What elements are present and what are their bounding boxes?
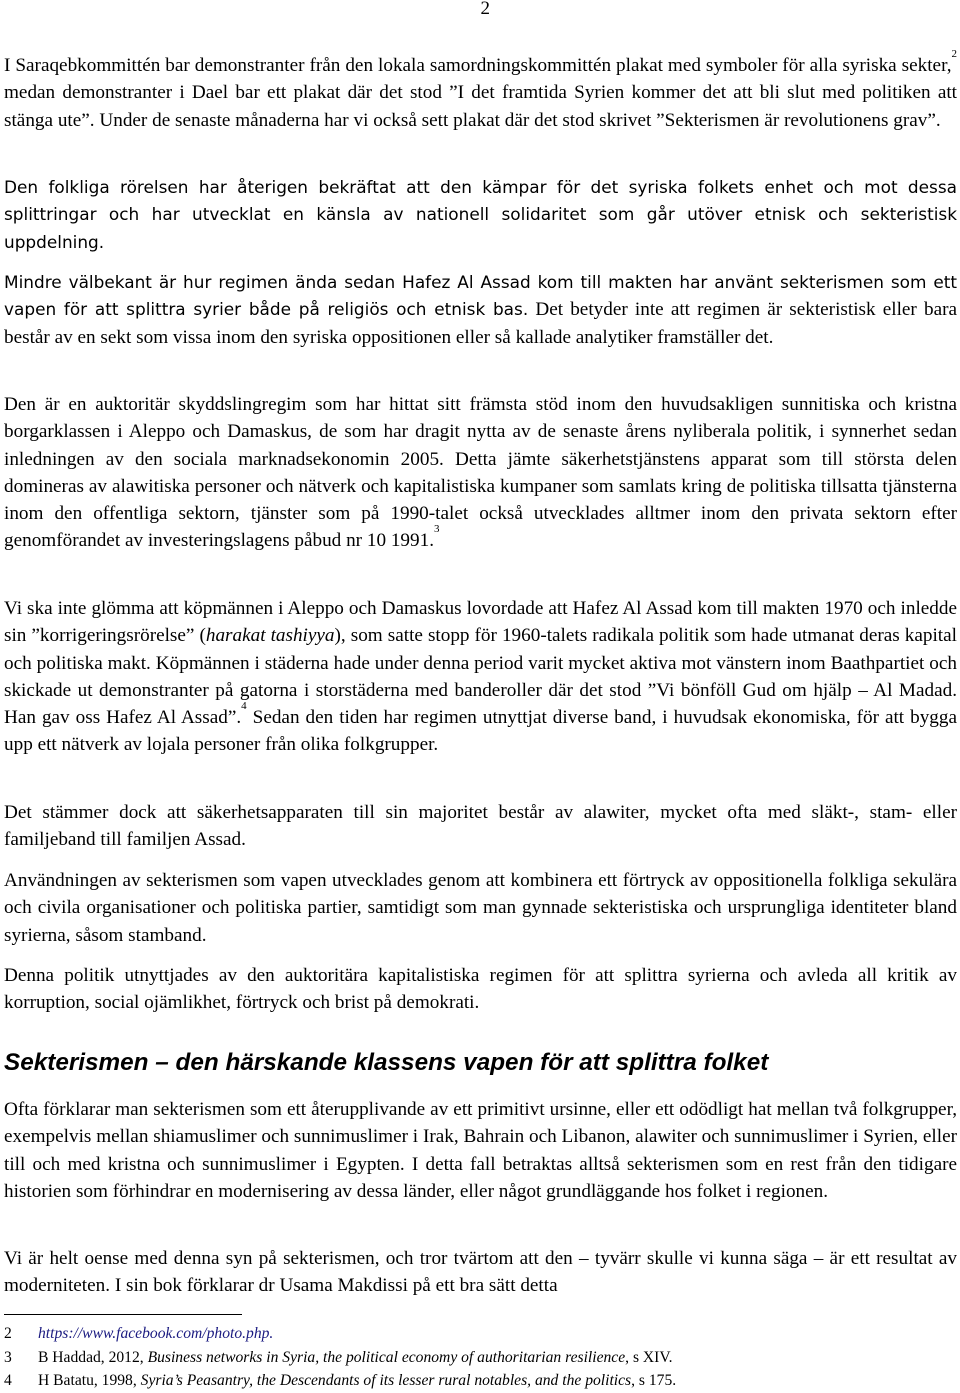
footnotes [4, 1322, 960, 1393]
paragraph-8-text: Denna politik utnyttjades av den auktoritära kapitalistiska regimen för att splittra syrierna och avleda all kritik av korruption, social ojämlikhet, förtryck och brist på demokrati. [4, 965, 957, 1014]
paragraph-6-text: Det stämmer dock att säkerhetsapparaten till sin majoritet består av alawiter, mycket ofta med släkt-, stam- eller familjeband till familjen Assad. [4, 802, 957, 851]
footnote-2 [4, 1322, 960, 1346]
paragraph-5 [4, 595, 957, 759]
paragraph-9 [4, 1096, 957, 1205]
paragraph-1-text-b: medan demonstranter i Dael bar ett plakat där det stod ”I det framtida Syrien kommer det att bli slut med politiken att stänga ute”. Under de senaste månaderna har vi också sett plakat där det stod skrivet ”Sekterismen är revolutionens grav”. [4, 82, 957, 131]
footnote-number: 3 [4, 1348, 12, 1366]
footnote-title: Syria’s Peasantry, the Descendants of its lesser rural notables, and the politics [140, 1372, 632, 1389]
section-heading: Sekterismen – den härskande klassens vapen för att splittra folket [4, 1049, 769, 1076]
paragraph-3 [4, 269, 957, 351]
footnote-title: Business networks in Syria, the political economy of authoritarian resilience [147, 1348, 626, 1366]
paragraph-5-text-c: Sedan den tiden har regimen utnyttjat diverse band, i huvudsak ekonomiska, för att bygga upp ett nätverk av lojala personer från olika folkgrupper. [4, 707, 957, 756]
footnote-ref-2[interactable]: 2 [951, 48, 957, 60]
footnote-divider [4, 1314, 242, 1315]
footnote-link[interactable]: https://www.facebook.com/photo.php. [38, 1325, 274, 1342]
footnote-text-b: , s 175. [631, 1372, 677, 1389]
paragraph-10 [4, 1245, 957, 1300]
paragraph-1-text-a: I Saraqebkommittén bar demonstranter från den lokala samordningskommittén plakat med symboler för alla syriska sekter, [4, 55, 952, 76]
paragraph-10-text: Vi är helt oense med denna syn på sekterismen, och tror tvärtom att den – tyvärr skulle vi kunna säga – är ett resultat av moderniteten. I sin bok förklarar dr Usama Makdissi på ett bra sätt detta [4, 1248, 957, 1297]
footnote-text-a: B Haddad, 2012, [38, 1348, 148, 1366]
footnote-ref-3[interactable]: 3 [434, 523, 440, 536]
footnote-3 [4, 1346, 960, 1370]
paragraph-3-text-b: Det betyder inte att regimen är sekteristisk eller bara består av en sekt som vissa inom den syriska oppositionen eller så kallade analytiker framställer det. [4, 299, 957, 348]
footnote-ref-4[interactable]: 4 [241, 700, 247, 713]
paragraph-3-text-a: Mindre välbekant är hur regimen ända sedan Hafez Al Assad kom till makten har använt sekterismen som ett vapen för att splittra syrier både på religiös och etnisk bas. [4, 272, 957, 320]
paragraph-5-text-a: Vi ska inte glömma att köpmännen i Aleppo och Damaskus lovordade att Hafez Al Assad kom till makten 1970 och inledde sin ”korrigeringsrörelse” ( [4, 598, 957, 647]
paragraph-7-text: Användningen av sekterismen som vapen utvecklades genom att kombinera ett förtryck av oppositionella folkliga sekulära och civila organisationer och politiska partier, samtidigt som man gynnade sekteristiska och ursprungliga identiteter bland syrierna, såsom stamband. [4, 870, 957, 946]
page-number: 2 [480, 0, 490, 19]
paragraph-4 [4, 391, 957, 555]
paragraph-8 [4, 962, 957, 1017]
paragraph-5-italic: harakat tashiyya [205, 625, 335, 647]
footnote-text-b: , s XIV. [625, 1348, 673, 1366]
paragraph-7 [4, 867, 957, 949]
footnote-text-a: H Batatu, 1998, [38, 1372, 141, 1389]
paragraph-4-text: Den är en auktoritär skyddslingregim som har hittat sitt främsta stöd inom den huvudsakligen sunnitiska och kristna borgarklassen i Aleppo och Damaskus, de som har dragit nytta av de senaste årens nyliberala politik, i synnerhet sedan inledningen av den sociala marknadsekonomin 2005. Detta jämte säkerhetstjänstens apparat som till största delen domineras av alawitiska personer och nätverk och kapitalistiska kumpaner som samlats kring de politiska tillsatta tjänsterna inom den offentliga sektorn, tjänster som på 1990-talet också utvecklades alltmer inom den privata sektorn efter genomförandet av investeringslagens påbud nr 10 1991. [4, 394, 957, 552]
paragraph-2 [4, 174, 957, 256]
paragraph-9-text: Ofta förklarar man sekterismen som ett återupplivande av ett primitivt ursinne, eller ett odödligt hat mellan två folkgrupper, exempelvis mellan shiamuslimer och sunnimuslimer i Irak, Bahrain och Libanon, alawiter och sunnimuslimer i Syrien, eller till och med kristna och sunnimuslimer i Egypten. I detta fall betraktas alltså sekterismen som en rest från den tidigare historien som förhindrar en modernisering av dessa länder, eller något grundläggande hos folket i regionen. [4, 1099, 957, 1202]
footnote-number: 4 [4, 1372, 12, 1389]
paragraph-2-text: Den folkliga rörelsen har återigen bekräftat att den kämpar för det syriska folkets enhet och mot dessa splittringar och har utvecklat en känsla av nationell solidaritet som går utöver etnisk och sekteristisk uppdelning. [4, 177, 957, 252]
paragraph-1 [4, 48, 957, 134]
paragraph-6 [4, 799, 957, 854]
paragraph-5-text-b: ), som satte stopp för 1960-talets radikala politik som hade utmanat deras kapital och politiska makt. Köpmännen i städerna hade under denna period varit mycket aktiva mot vänstern inom Baathpartiet och skickade ut demonstranter på gatorna i storstäderna med banderoller där det stod ”Vi bönföll Gud om hjälp – Al Madad. Han gav oss Hafez Al Assad”. [4, 625, 957, 729]
footnote-number: 2 [4, 1325, 12, 1342]
footnote-4 [4, 1369, 960, 1393]
